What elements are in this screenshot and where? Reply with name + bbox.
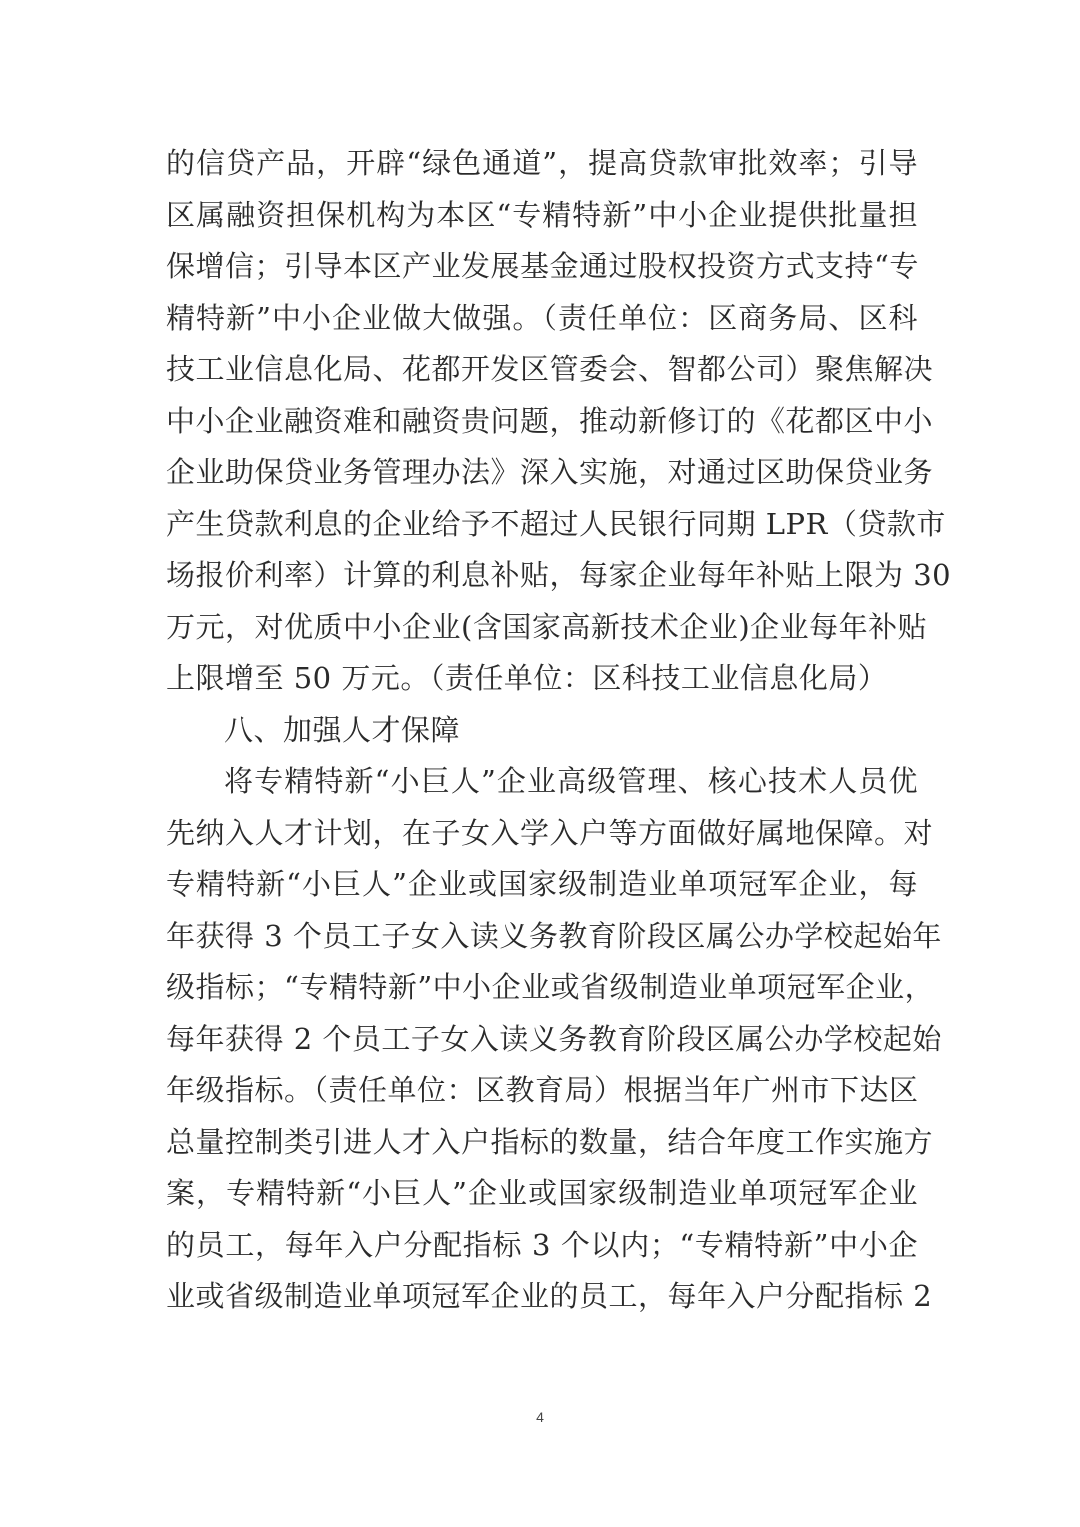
text-line: 总量控制类引进人才入户指标的数量，结合年度工作实施方: [166, 1124, 934, 1159]
text-line: 区属融资担保机构为本区“专精特新”中小企业提供批量担: [166, 197, 918, 232]
text-line: 技工业信息化局、花都开发区管委会、智都公司）聚焦解决: [166, 352, 934, 386]
text-line: 业或省级制造业单项冠军企业的员工，每年入户分配指标 2: [166, 1279, 933, 1313]
text-line: 上限增至 50 万元。（责任单位：区科技工业信息化局）: [166, 661, 888, 695]
page-number: 4: [536, 1409, 544, 1425]
text-line: 年获得 3 个员工子女入读义务教育阶段区属公办学校起始年: [166, 918, 942, 953]
text-line: 的员工，每年入户分配指标 3 个以内；“专精特新”中小企: [166, 1227, 918, 1262]
text-line: 先纳入人才计划，在子女入学入户等方面做好属地保障。对: [166, 815, 934, 850]
text-line: 的信贷产品，开辟“绿色通道”，提高贷款审批效率；引导: [166, 146, 918, 180]
text-line: 万元，对优质中小企业(含国家高新技术企业)企业每年补贴: [166, 609, 928, 644]
text-line: 年级指标。（责任单位：区教育局）根据当年广州市下达区: [166, 1073, 919, 1107]
text-line: 精特新”中小企业做大做强。（责任单位：区商务局、区科: [166, 300, 918, 335]
text-line: 保增信；引导本区产业发展基金通过股权投资方式支持“专: [166, 249, 919, 283]
text-line: 每年获得 2 个员工子女入读义务教育阶段区属公办学校起始: [166, 1021, 942, 1056]
text-line: 案，专精特新“小巨人”企业或国家级制造业单项冠军企业: [166, 1176, 918, 1210]
body-text: [166, 138, 952, 1323]
text-line: 将专精特新“小巨人”企业高级管理、核心技术人员优: [224, 764, 918, 798]
text-line: 级指标；“专精特新”中小企业或省级制造业单项冠军企业，: [166, 970, 935, 1004]
text-line: 专精特新“小巨人”企业或国家级制造业单项冠军企业，每: [166, 867, 918, 901]
section-heading: 八、加强人才保障: [224, 712, 461, 747]
text-line: 场报价利率）计算的利息补贴，每家企业每年补贴上限为 30: [166, 558, 952, 592]
text-line: 中小企业融资难和融资贵问题，推动新修订的《花都区中小: [166, 403, 934, 438]
text-line: 产生贷款利息的企业给予不超过人民银行同期 LPR（贷款市: [166, 506, 946, 541]
text-line: 企业助保贷业务管理办法》深入实施，对通过区助保贷业务: [166, 455, 934, 489]
